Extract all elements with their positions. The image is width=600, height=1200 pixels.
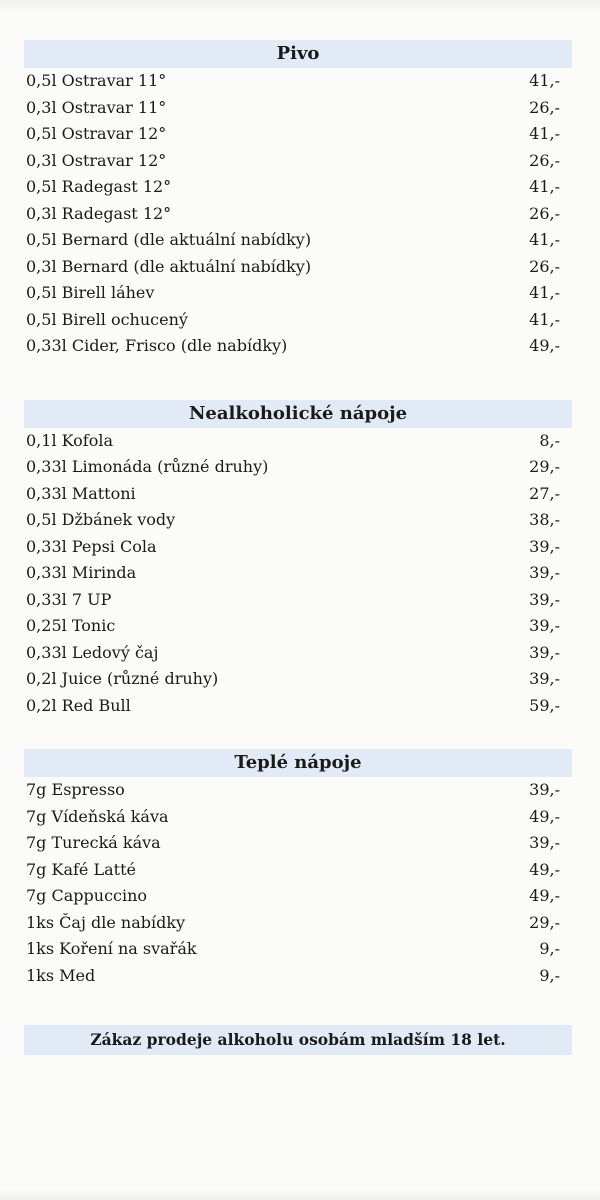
item-name: 0,5l Radegast 12° [26, 177, 172, 196]
item-name: 1ks Čaj dle nabídky [26, 912, 186, 932]
item-price: 8,- [539, 430, 560, 450]
section-title-beer: Pivo [24, 40, 572, 68]
item-price: 26,- [529, 97, 560, 117]
section-title-hot-drinks: Teplé nápoje [24, 749, 572, 777]
section-hot-drinks [24, 749, 572, 989]
item-name: 7g Espresso [26, 780, 125, 799]
menu-item [24, 254, 572, 281]
item-price: 41,- [529, 230, 560, 249]
item-price: 9,- [539, 939, 560, 958]
menu-item [24, 936, 572, 963]
item-name: 0,33l Limonáda (různé druhy) [26, 457, 269, 476]
menu-item [24, 560, 572, 587]
item-price: 59,- [529, 695, 560, 715]
item-name: 0,33l Pepsi Cola [26, 536, 157, 556]
menu-item [24, 68, 572, 95]
section-beer [24, 40, 572, 360]
menu-item [24, 307, 572, 334]
menu-item [24, 830, 572, 857]
section-spacer [24, 360, 572, 400]
item-name: 0,33l Mirinda [26, 563, 137, 582]
menu-item [24, 613, 572, 640]
menu-item [24, 507, 572, 534]
item-name: 7g Turecká káva [26, 833, 161, 852]
menu-item [24, 201, 572, 228]
item-price: 39,- [529, 669, 560, 688]
item-price: 49,- [529, 859, 560, 879]
item-price: 39,- [529, 589, 560, 609]
item-price: 41,- [529, 71, 560, 90]
item-price: 29,- [529, 457, 560, 476]
item-price: 49,- [529, 336, 560, 355]
item-price: 27,- [529, 483, 560, 503]
item-price: 39,- [529, 616, 560, 635]
section-spacer [24, 989, 572, 1025]
menu-item [24, 640, 572, 667]
menu-item [24, 963, 572, 990]
item-price: 49,- [529, 806, 560, 826]
menu-item [24, 227, 572, 254]
item-price: 41,- [529, 124, 560, 143]
item-name: 0,5l Ostravar 11° [26, 71, 167, 90]
item-name: 0,5l Birell láhev [26, 283, 155, 302]
item-price: 39,- [529, 536, 560, 556]
section-soft-drinks [24, 400, 572, 720]
drinks-menu [24, 40, 572, 1055]
menu-item [24, 481, 572, 508]
item-price: 9,- [539, 965, 560, 985]
beer-list [24, 68, 572, 360]
item-price: 39,- [529, 642, 560, 662]
menu-item [24, 333, 572, 360]
item-price: 38,- [529, 510, 560, 529]
menu-item [24, 910, 572, 937]
item-name: 0,33l 7 UP [26, 589, 112, 609]
item-name: 0,5l Bernard (dle aktuální nabídky) [26, 230, 312, 249]
menu-item [24, 280, 572, 307]
item-name: 0,3l Bernard (dle aktuální nabídky) [26, 256, 312, 276]
item-price: 39,- [529, 780, 560, 799]
menu-item [24, 95, 572, 122]
item-name: 0,33l Cider, Frisco (dle nabídky) [26, 336, 288, 355]
menu-item [24, 428, 572, 455]
age-restriction-notice: Zákaz prodeje alkoholu osobám mladším 18 let. [24, 1025, 572, 1055]
item-name: 7g Vídeňská káva [26, 806, 169, 826]
item-name: 0,2l Red Bull [26, 695, 131, 715]
item-name: 0,3l Ostravar 12° [26, 150, 167, 170]
menu-item [24, 857, 572, 884]
item-price: 26,- [529, 256, 560, 276]
menu-item [24, 883, 572, 910]
item-name: 7g Kafé Latté [26, 859, 136, 879]
hot-drinks-list [24, 777, 572, 989]
section-title-soft-drinks: Nealkoholické nápoje [24, 400, 572, 428]
item-name: 0,1l Kofola [26, 430, 114, 450]
item-name: 0,25l Tonic [26, 616, 116, 635]
section-spacer [24, 719, 572, 749]
menu-item [24, 534, 572, 561]
menu-item [24, 777, 572, 804]
menu-item [24, 587, 572, 614]
menu-item [24, 693, 572, 720]
item-price: 41,- [529, 309, 560, 329]
item-price: 39,- [529, 833, 560, 852]
item-price: 41,- [529, 283, 560, 302]
item-name: 0,3l Ostravar 11° [26, 97, 167, 117]
item-price: 26,- [529, 150, 560, 170]
item-name: 0,5l Birell ochucený [26, 309, 188, 329]
menu-item [24, 148, 572, 175]
menu-item [24, 804, 572, 831]
item-price: 49,- [529, 886, 560, 905]
item-name: 0,33l Mattoni [26, 483, 136, 503]
menu-item [24, 666, 572, 693]
page-bottom-edge [0, 1190, 600, 1200]
item-price: 26,- [529, 203, 560, 223]
soft-drinks-list [24, 428, 572, 720]
item-name: 0,5l Ostravar 12° [26, 124, 167, 143]
item-name: 0,3l Radegast 12° [26, 203, 172, 223]
item-name: 0,33l Ledový čaj [26, 642, 159, 662]
item-name: 1ks Med [26, 965, 96, 985]
item-price: 29,- [529, 912, 560, 932]
item-name: 1ks Koření na svařák [26, 939, 197, 958]
item-price: 39,- [529, 563, 560, 582]
item-name: 0,5l Džbánek vody [26, 510, 176, 529]
menu-item [24, 174, 572, 201]
item-name: 7g Cappuccino [26, 886, 148, 905]
page-top-edge [0, 0, 600, 12]
item-name: 0,2l Juice (různé druhy) [26, 669, 219, 688]
menu-item [24, 454, 572, 481]
item-price: 41,- [529, 177, 560, 196]
menu-item [24, 121, 572, 148]
